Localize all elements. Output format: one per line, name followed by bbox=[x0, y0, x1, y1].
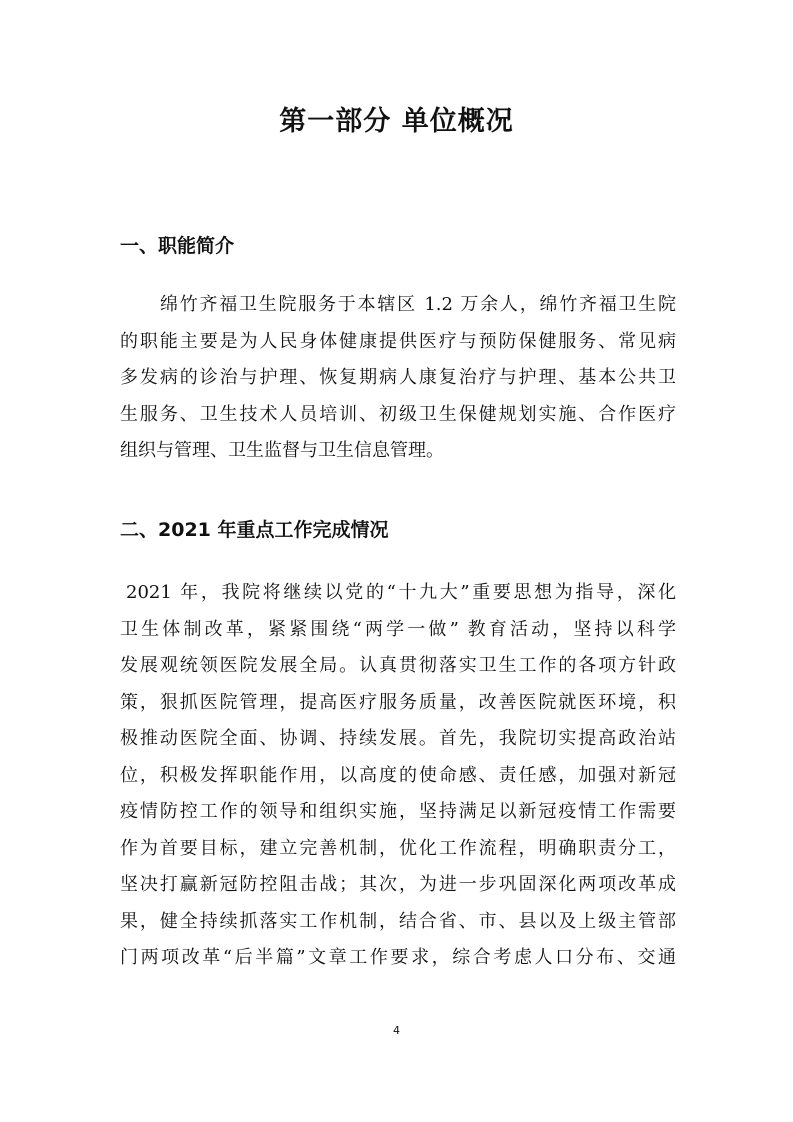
text-line: 绵竹齐福卫生院服务于本辖区 1.2 万余人，绵竹齐福卫生院 bbox=[160, 294, 676, 315]
section-body-functions bbox=[120, 287, 676, 470]
text-line: 的职能主要是为人民身体健康提供医疗与预防保健服务、常见病 bbox=[120, 330, 676, 352]
page-number: 4 bbox=[393, 1024, 400, 1037]
text-line: 位，积极发挥职能作用，以高度的使命感、责任感，加强对新冠 bbox=[120, 764, 676, 786]
text-line: 发展观统领医院发展全局。认真贯彻落实卫生工作的各项方针政 bbox=[120, 655, 676, 676]
section-heading-functions: 一、职能简介 bbox=[120, 235, 235, 257]
text-line: 果，健全持续抓落实工作机制，结合省、市、县以及上级主管部 bbox=[120, 910, 676, 932]
text-line: 卫生体制改革，紧紧围绕“两学一做” 教育活动，坚持以科学 bbox=[120, 618, 676, 640]
text-line: 策，狠抓医院管理，提高医疗服务质量，改善医院就医环境，积 bbox=[120, 691, 676, 713]
text-line: 坚决打赢新冠防控阻击战；其次，为进一步巩固深化两项改革成 bbox=[120, 874, 676, 895]
section-heading-key-work: 二、2021 年重点工作完成情况 bbox=[120, 519, 389, 541]
page-title: 第一部分 单位概况 bbox=[279, 106, 514, 137]
text-line: 极推动医院全面、协调、持续发展。首先，我院切实提高政治站 bbox=[120, 728, 676, 749]
text-line: 生服务、卫生技术人员培训、初级卫生保健规划实施、合作医疗 bbox=[120, 403, 676, 425]
text-line: 组织与管理、卫生监督与卫生信息管理。 bbox=[120, 440, 444, 461]
section-body-key-work bbox=[120, 575, 676, 977]
text-line: 疫情防控工作的领导和组织实施，坚持满足以新冠疫情工作需要 bbox=[120, 801, 676, 822]
text-line: 门两项改革“后半篇”文章工作要求，综合考虑人口分布、交通 bbox=[120, 947, 676, 968]
text-line: 2021 年，我院将继续以党的“十九大”重要思想为指导，深化 bbox=[126, 582, 676, 603]
text-line: 作为首要目标，建立完善机制，优化工作流程，明确职责分工， bbox=[120, 837, 676, 859]
text-line: 多发病的诊治与护理、恢复期病人康复治疗与护理、基本公共卫 bbox=[120, 367, 676, 388]
